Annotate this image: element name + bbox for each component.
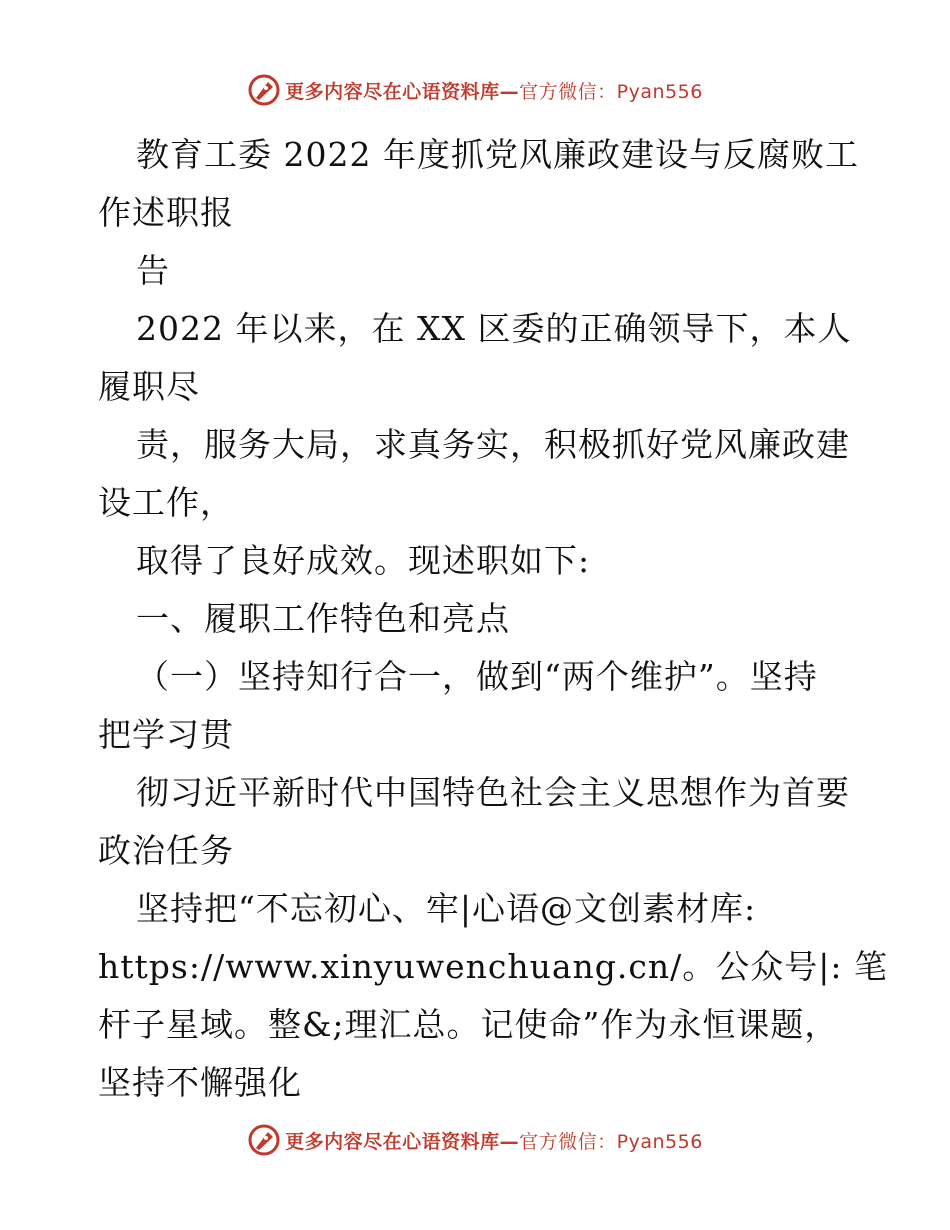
paragraph-line: 坚持不懈强化 (98, 1063, 302, 1102)
paragraph-line: 杆子星域。整&;理汇总。记使命”作为永恒课题， (98, 1005, 839, 1044)
title-line-1: 教育工委 2022 年度抓党风廉政建设与反腐败工 (136, 135, 859, 174)
subsection-line: （一）坚持知行合一，做到“两个维护”。坚持 (136, 657, 818, 696)
section-heading: 一、履职工作特色和亮点 (136, 599, 510, 638)
paragraph-line: 履职尽 (98, 367, 200, 406)
paragraph-line: 政治任务 (98, 831, 234, 870)
paragraph-line: 把学习贯 (98, 715, 234, 754)
paragraph-line: 设工作， (98, 483, 234, 522)
paragraph-line: 坚持把“不忘初心、牢|心语@文创素材库: (136, 889, 757, 928)
banner-text: 更多内容尽在心语资料库—官方微信：Pyan556 (285, 1130, 703, 1153)
banner-text: 更多内容尽在心语资料库—官方微信：Pyan556 (285, 80, 703, 103)
paragraph-line: 取得了良好成效。现述职如下: (136, 541, 591, 580)
paragraph-line: https://www.xinyuwenchuang.cn/。公众号|: 笔 (98, 947, 888, 986)
pen-nib-logo-icon (247, 73, 281, 107)
header-watermark-banner (0, 70, 950, 110)
footer-watermark-banner (0, 1120, 950, 1160)
paragraph-line: 彻习近平新时代中国特色社会主义思想作为首要 (136, 773, 850, 812)
pen-nib-logo-icon (247, 1123, 281, 1157)
paragraph-line: 责，服务大局，求真务实，积极抓好党风廉政建 (136, 425, 850, 464)
paragraph-line: 2022 年以来，在 XX 区委的正确领导下，本人 (136, 309, 852, 348)
document-body (98, 126, 888, 1112)
title-line-3: 告 (136, 251, 170, 290)
title-line-2: 作述职报 (98, 193, 234, 232)
